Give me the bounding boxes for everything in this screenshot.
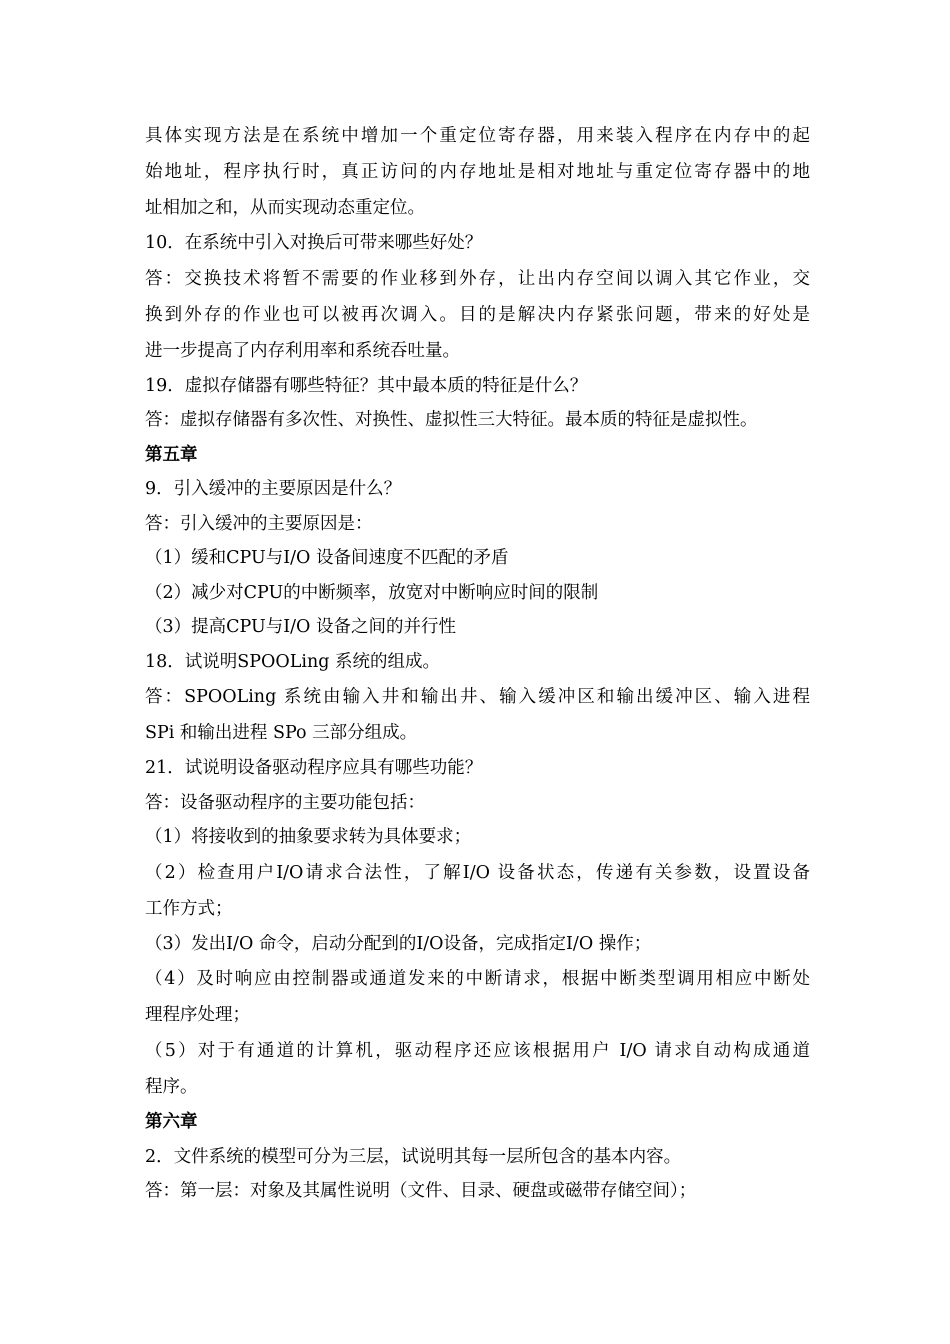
text-line: 理程序处理； [145, 1005, 250, 1025]
list-item: （1）缓和CPU与I/O 设备间速度不匹配的矛盾 [145, 548, 509, 568]
answer-line: 答：设备驱动程序的主要功能包括： [145, 792, 425, 813]
list-item: （2）检查用户I/O请求合法性，了解I/O 设备状态，传递有关参数，设置设备 [145, 862, 810, 883]
list-item: （4）及时响应由控制器或通道发来的中断请求，根据中断类型调用相应中断处 [145, 969, 810, 989]
chapter-heading: 第五章 [145, 444, 198, 465]
text-line: 始地址，程序执行时，真正访问的内存地址是相对地址与重定位寄存器中的地 [145, 162, 810, 182]
list-item: （1）将接收到的抽象要求转为具体要求； [145, 827, 472, 847]
text-line: 工作方式； [145, 898, 233, 919]
text-line: 址相加之和，从而实现动态重定位。 [145, 198, 425, 218]
text-line: 换到外存的作业也可以被再次调入。目的是解决内存紧张问题，带来的好处是 [145, 304, 810, 325]
list-item: （2）减少对CPU的中断频率，放宽对中断响应时间的限制 [145, 582, 599, 603]
chapter-heading: 第六章 [145, 1112, 198, 1132]
answer-line: 答：交换技术将暂不需要的作业移到外存，让出内存空间以调入其它作业，交 [145, 268, 810, 289]
answer-line: 答：SPOOLing 系统由输入井和输出井、输入缓冲区和输出缓冲区、输入进程 [145, 687, 810, 707]
text-line: 具体实现方法是在系统中增加一个重定位寄存器，用来装入程序在内存中的起 [145, 126, 810, 146]
question-line: 18．试说明SPOOLing 系统的组成。 [145, 651, 440, 672]
question-line: 2．文件系统的模型可分为三层，试说明其每一层所包含的基本内容。 [145, 1146, 682, 1167]
answer-line: 答：引入缓冲的主要原因是： [145, 513, 373, 534]
list-item: （5）对于有通道的计算机，驱动程序还应该根据用户 I/O 请求自动构成通道 [145, 1041, 810, 1061]
answer-line: 答：第一层：对象及其属性说明（文件、目录、硬盘或磁带存储空间）； [145, 1181, 697, 1201]
question-line: 10．在系统中引入对换后可带来哪些好处？ [145, 233, 483, 253]
text-line: SPi 和输出进程 SPo 三部分组成。 [145, 723, 418, 743]
text-line: 进一步提高了内存利用率和系统吞吐量。 [145, 340, 460, 361]
question-line: 9．引入缓冲的主要原因是什么？ [145, 479, 402, 499]
text-line: 程序。 [145, 1077, 198, 1097]
list-item: （3）提高CPU与I/O 设备之间的并行性 [145, 617, 456, 637]
question-line: 19．虚拟存储器有哪些特征？其中最本质的特征是什么？ [145, 375, 588, 396]
list-item: （3）发出I/O 命令，启动分配到的I/O设备，完成指定I/O 操作； [145, 933, 652, 954]
document-page [145, 118, 810, 1209]
answer-line: 答：虚拟存储器有多次性、对换性、虚拟性三大特征。最本质的特征是虚拟性。 [145, 410, 758, 430]
question-line: 21．试说明设备驱动程序应具有哪些功能？ [145, 758, 483, 778]
